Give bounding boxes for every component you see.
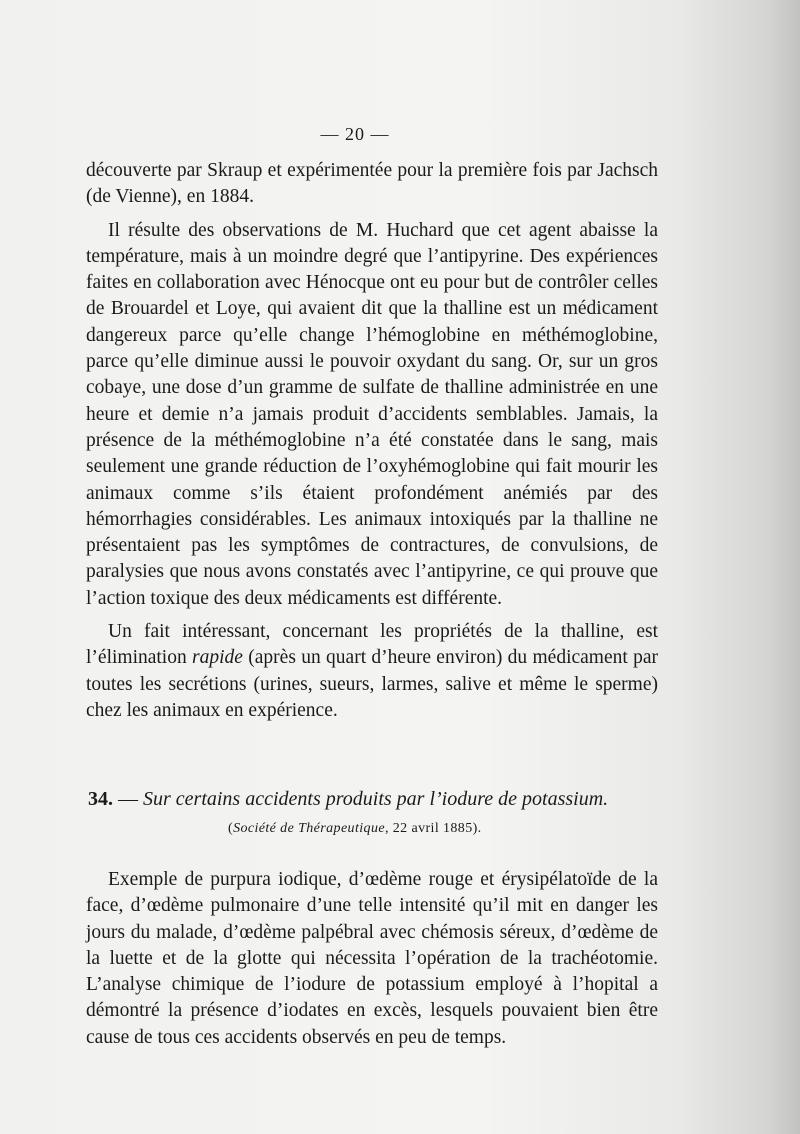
- section-source: [228, 820, 482, 838]
- page-number: — 20 —: [320, 124, 390, 144]
- source-prefix: (: [228, 821, 234, 836]
- body-text-top: [86, 158, 658, 724]
- section-heading: [88, 786, 660, 812]
- emphasis-rapide: rapide: [192, 647, 243, 669]
- source-date: , 22 avril 1885).: [384, 821, 482, 836]
- paragraph-text-before: Un fait intéressant, concernant les propriétés de la thalline, est l’élimination: [86, 621, 658, 669]
- paragraph-text-after: (après un quart d’heure environ) du médicament par toutes les secrétions (urines, sueurs, larmes, salive et même le sperme) chez les animaux en expérience.: [86, 647, 658, 721]
- paragraph-huchard-observations: Il résulte des observations de M. Huchard que cet agent abaisse la température, mais à un moindre degré que l’antipyrine. Des expériences faites en collaboration avec Hénocque ont eu pour but de contrôler celles de Brouardel et Loye, qui avaient dit que la thalline est un médicament dangereux parce qu’elle change l’hémoglobine en méthémoglobine, parce qu’elle diminue aussi le pouvoir oxydant du sang. Or, sur un gros cobaye, une dose d’un gramme de sulfate de thalline administrée en une heure et demie n’a jamais produit d’accidents semblables. Jamais, la présence de la méthémoglobine n’a été constatée dans le sang, mais seulement une grande réduction de l’oxyhémoglobine qui fait mourir les animaux comme s’ils étaient profondément anémiés par des hémorrhagies considérables. Les animaux intoxiqués par la thalline ne présentaient pas les symptômes de contractures, de convulsions, de paralysies que nous avons constatés avec l’antipyrine, ce qui prouve que l’action toxique des deux médicaments est différente.: [86, 219, 658, 609]
- paragraph-thalline-elimination: [86, 619, 658, 724]
- paragraph-continuation: découverte par Skraup et expérimentée pour la première fois par Jachsch (de Vienne), en 1884.: [86, 160, 658, 208]
- source-name: Société de Thérapeutique: [233, 821, 385, 836]
- section-separator: —: [113, 788, 143, 810]
- body-text-section-34: [86, 867, 658, 1051]
- section-number: 34.: [88, 788, 113, 810]
- section-title: Sur certains accidents produits par l’iodure de potassium.: [143, 788, 609, 810]
- paragraph-purpura-iodique: Exemple de purpura iodique, d’œdème rouge et érysipélatoïde de la face, d’œdème pulmonaire d’une telle intensité qu’il mit en danger les jours du malade, d’œdème palpébral avec chémosis séreux, d’œdème de la luette et de la glotte qui nécessita l’opération de la trachéotomie. L’analyse chimique de l’iodure de potassium employé à l’hopital a démontré la présence d’iodates en excès, lesquels pouvaient bien être cause de tous ces accidents observés en peu de temps.: [86, 869, 658, 1048]
